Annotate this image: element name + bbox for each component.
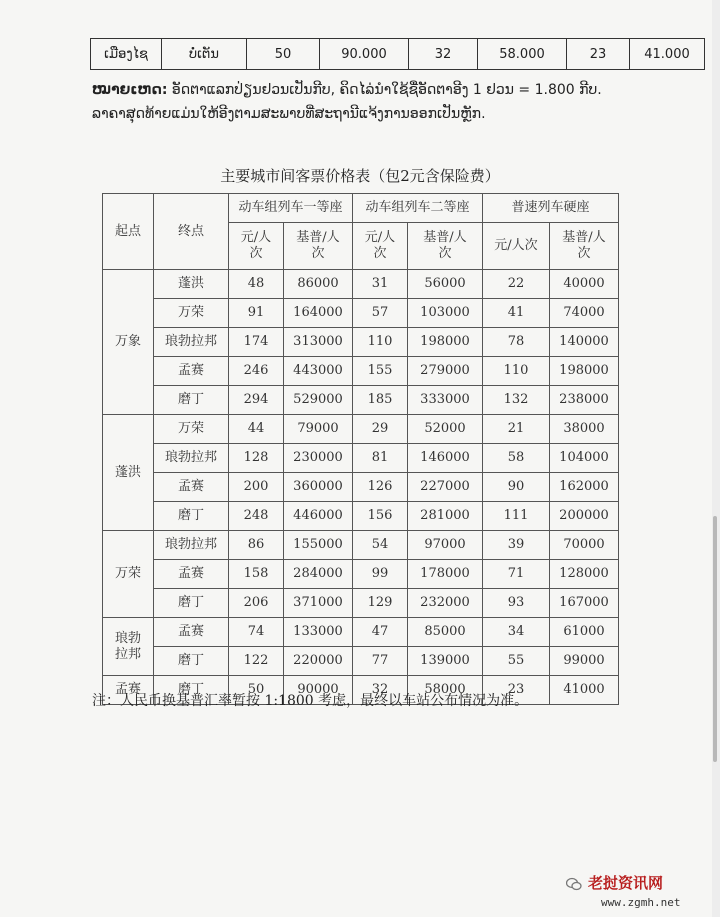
price-cell: 81 <box>353 444 408 473</box>
lao-cell: 58.000 <box>478 39 567 70</box>
lao-fare-row-table <box>90 38 705 70</box>
table-row <box>103 589 619 618</box>
price-cell: 129 <box>353 589 408 618</box>
header-origin: 起点 <box>103 194 154 270</box>
lao-note-label: ໝາຍເຫດ: <box>92 82 168 98</box>
header-yuan <box>229 223 284 270</box>
dest-cell: 万荣 <box>154 415 229 444</box>
lao-note <box>92 78 652 126</box>
price-cell: 128 <box>229 444 284 473</box>
site-url: www.zgmh.net <box>598 896 683 909</box>
price-cell: 110 <box>483 357 550 386</box>
origin-cell: 万象 <box>103 270 154 415</box>
table-row <box>103 473 619 502</box>
lao-dest-cell: ບໍ່ເຕັນ <box>162 39 247 70</box>
lao-cell: 23 <box>567 39 630 70</box>
header-yuan <box>353 223 408 270</box>
header-hard-seat: 普速列车硬座 <box>483 194 619 223</box>
price-cell: 21 <box>483 415 550 444</box>
dest-cell: 孟赛 <box>154 473 229 502</box>
dest-cell: 孟赛 <box>154 357 229 386</box>
price-cell: 79000 <box>284 415 353 444</box>
price-cell: 74000 <box>550 299 619 328</box>
price-cell: 104000 <box>550 444 619 473</box>
price-cell: 97000 <box>408 531 483 560</box>
header-kip <box>550 223 619 270</box>
lao-cell: 50 <box>247 39 320 70</box>
price-cell: 156 <box>353 502 408 531</box>
price-cell: 57 <box>353 299 408 328</box>
price-cell: 58 <box>483 444 550 473</box>
price-cell: 371000 <box>284 589 353 618</box>
dest-cell: 磨丁 <box>154 676 229 705</box>
header-yuan-line2: 次 <box>249 246 263 261</box>
price-cell: 220000 <box>284 647 353 676</box>
price-cell: 23 <box>483 676 550 705</box>
table-row <box>91 39 705 70</box>
price-cell: 85000 <box>408 618 483 647</box>
table-row <box>103 502 619 531</box>
price-cell: 206 <box>229 589 284 618</box>
origin-line1: 琅勃 <box>114 630 141 646</box>
price-cell: 71 <box>483 560 550 589</box>
price-cell: 54 <box>353 531 408 560</box>
price-cell: 122 <box>229 647 284 676</box>
price-cell: 31 <box>353 270 408 299</box>
lao-cell: 32 <box>409 39 478 70</box>
price-cell: 39 <box>483 531 550 560</box>
table-row <box>103 357 619 386</box>
table-row <box>103 415 619 444</box>
price-cell: 56000 <box>408 270 483 299</box>
price-cell: 128000 <box>550 560 619 589</box>
header-kip-line1: 基普/人 <box>562 230 606 245</box>
price-cell: 132 <box>483 386 550 415</box>
table-row <box>103 386 619 415</box>
dest-cell: 磨丁 <box>154 502 229 531</box>
dest-cell: 琅勃拉邦 <box>154 328 229 357</box>
dest-cell: 万荣 <box>154 299 229 328</box>
price-cell: 34 <box>483 618 550 647</box>
origin-line2: 拉邦 <box>114 646 141 662</box>
header-kip <box>408 223 483 270</box>
price-cell: 230000 <box>284 444 353 473</box>
price-cell: 200 <box>229 473 284 502</box>
price-cell: 284000 <box>284 560 353 589</box>
header-yuan: 元/人次 <box>483 223 550 270</box>
price-cell: 86 <box>229 531 284 560</box>
price-cell: 185 <box>353 386 408 415</box>
price-cell: 41 <box>483 299 550 328</box>
table-title: 主要城市间客票价格表（包2元含保险费） <box>220 167 500 185</box>
header-yuan-line1: 元/人 <box>240 230 272 245</box>
header-kip <box>284 223 353 270</box>
price-cell: 93 <box>483 589 550 618</box>
price-cell: 90 <box>483 473 550 502</box>
price-cell: 77 <box>353 647 408 676</box>
price-cell: 232000 <box>408 589 483 618</box>
table-row <box>103 647 619 676</box>
header-kip-line1: 基普/人 <box>296 230 340 245</box>
price-cell: 90000 <box>284 676 353 705</box>
price-cell: 41000 <box>550 676 619 705</box>
lao-cell: 90.000 <box>320 39 409 70</box>
header-dest: 终点 <box>154 194 229 270</box>
price-cell: 198000 <box>408 328 483 357</box>
price-cell: 70000 <box>550 531 619 560</box>
dest-cell: 蓬洪 <box>154 270 229 299</box>
price-cell: 198000 <box>550 357 619 386</box>
watermark-text: 老挝资讯网 <box>588 874 664 892</box>
price-cell: 155 <box>353 357 408 386</box>
price-cell: 133000 <box>284 618 353 647</box>
price-cell: 78 <box>483 328 550 357</box>
price-cell: 227000 <box>408 473 483 502</box>
price-cell: 103000 <box>408 299 483 328</box>
price-cell: 86000 <box>284 270 353 299</box>
price-cell: 50 <box>229 676 284 705</box>
price-cell: 32 <box>353 676 408 705</box>
price-cell: 139000 <box>408 647 483 676</box>
price-cell: 111 <box>483 502 550 531</box>
header-row <box>103 194 619 223</box>
price-cell: 55 <box>483 647 550 676</box>
header-yuan-line1: 元/人 <box>364 230 396 245</box>
price-cell: 246 <box>229 357 284 386</box>
price-cell: 44 <box>229 415 284 444</box>
price-cell: 158 <box>229 560 284 589</box>
price-cell: 360000 <box>284 473 353 502</box>
dest-cell: 磨丁 <box>154 647 229 676</box>
price-cell: 248 <box>229 502 284 531</box>
dest-cell: 琅勃拉邦 <box>154 531 229 560</box>
price-cell: 155000 <box>284 531 353 560</box>
dest-cell: 孟赛 <box>154 560 229 589</box>
price-cell: 61000 <box>550 618 619 647</box>
header-kip-line1: 基普/人 <box>423 230 467 245</box>
price-cell: 174 <box>229 328 284 357</box>
price-cell: 446000 <box>284 502 353 531</box>
price-cell: 110 <box>353 328 408 357</box>
table-row <box>103 618 619 647</box>
table-row <box>103 531 619 560</box>
dest-cell: 琅勃拉邦 <box>154 444 229 473</box>
lao-note-line-1 <box>92 78 652 102</box>
price-cell: 333000 <box>408 386 483 415</box>
price-cell: 146000 <box>408 444 483 473</box>
price-cell: 22 <box>483 270 550 299</box>
price-cell: 140000 <box>550 328 619 357</box>
table-row <box>103 328 619 357</box>
price-cell: 167000 <box>550 589 619 618</box>
lao-origin-cell: ເມືອງໄຊ <box>91 39 162 70</box>
lao-cell: 41.000 <box>630 39 705 70</box>
price-cell: 58000 <box>408 676 483 705</box>
fare-table <box>102 193 619 705</box>
table-row <box>103 270 619 299</box>
price-cell: 178000 <box>408 560 483 589</box>
price-cell: 40000 <box>550 270 619 299</box>
origin-cell <box>103 618 154 676</box>
price-cell: 279000 <box>408 357 483 386</box>
price-cell: 294 <box>229 386 284 415</box>
price-cell: 126 <box>353 473 408 502</box>
dest-cell: 磨丁 <box>154 386 229 415</box>
table-row <box>103 560 619 589</box>
price-cell: 200000 <box>550 502 619 531</box>
lao-note-line-2: ລາຄາສຸດທ້າຍແມ່ນໃຫ້ອີງຕາມສະພາບທີ່ສະຖານີແຈ້ງການອອກເປັນຫຼັກ. <box>92 106 486 122</box>
scrollbar[interactable] <box>713 516 717 762</box>
table-row <box>103 444 619 473</box>
price-cell: 99 <box>353 560 408 589</box>
price-cell: 74 <box>229 618 284 647</box>
origin-cell: 蓬洪 <box>103 415 154 531</box>
dest-cell: 孟赛 <box>154 618 229 647</box>
origin-cell: 孟赛 <box>103 676 154 705</box>
header-second-class: 动车组列车二等座 <box>353 194 483 223</box>
origin-cell: 万荣 <box>103 531 154 618</box>
header-kip-line2: 次 <box>577 246 591 261</box>
price-cell: 48 <box>229 270 284 299</box>
header-yuan-line2: 次 <box>373 246 387 261</box>
price-cell: 38000 <box>550 415 619 444</box>
header-kip-line2: 次 <box>438 246 452 261</box>
header-kip-line2: 次 <box>311 246 325 261</box>
footnote: 注：人民币换基普汇率暂按 1:1800 考虑，最终以车站公布情况为准。 <box>92 693 529 709</box>
dest-cell: 磨丁 <box>154 589 229 618</box>
price-cell: 238000 <box>550 386 619 415</box>
price-cell: 281000 <box>408 502 483 531</box>
wechat-icon <box>566 876 582 892</box>
price-cell: 91 <box>229 299 284 328</box>
price-cell: 47 <box>353 618 408 647</box>
price-cell: 162000 <box>550 473 619 502</box>
price-cell: 443000 <box>284 357 353 386</box>
price-cell: 99000 <box>550 647 619 676</box>
price-cell: 313000 <box>284 328 353 357</box>
price-cell: 529000 <box>284 386 353 415</box>
price-cell: 164000 <box>284 299 353 328</box>
header-first-class: 动车组列车一等座 <box>229 194 353 223</box>
price-cell: 52000 <box>408 415 483 444</box>
price-cell: 29 <box>353 415 408 444</box>
lao-note-text: ອັດຕາແລກປ່ຽນຢວນເປັນກີບ, ຄິດໄລ່ນຳໃຊ້ຊື່ອັດຕາອີງ 1 ຢວນ = 1.800 ກີບ. <box>167 82 602 98</box>
table-row <box>103 299 619 328</box>
